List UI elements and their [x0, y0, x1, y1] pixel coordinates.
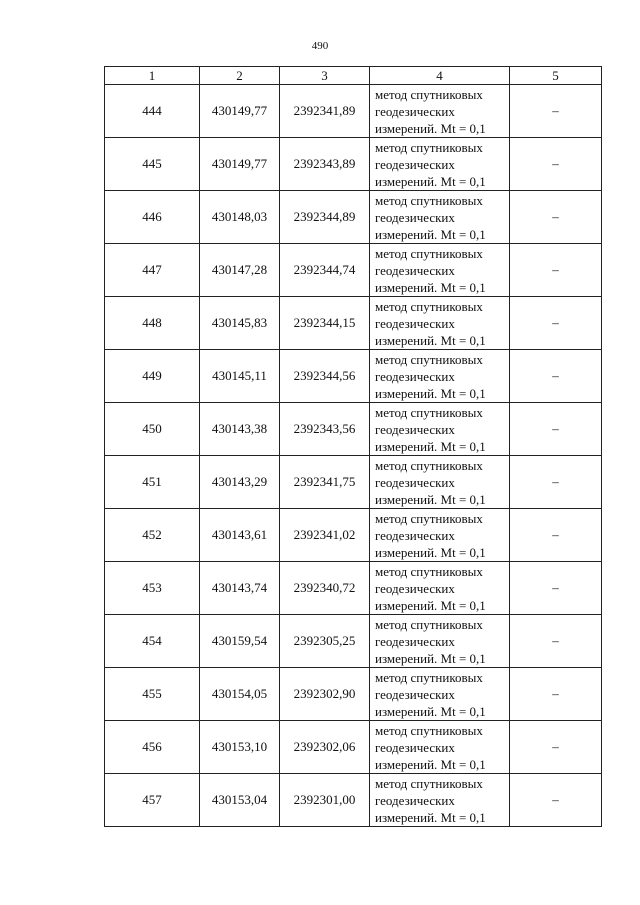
point-number-cell: 452 [105, 509, 200, 562]
y-coordinate-cell: 2392305,25 [280, 615, 370, 668]
x-coordinate-cell: 430143,74 [200, 562, 280, 615]
y-coordinate-cell: 2392341,02 [280, 509, 370, 562]
note-cell: – [510, 138, 602, 191]
method-cell [370, 85, 510, 138]
method-line: метод спутниковых [375, 192, 483, 208]
note-cell: – [510, 244, 602, 297]
point-number-cell: 449 [105, 350, 200, 403]
method-line: геодезических [375, 633, 455, 649]
method-line: геодезических [375, 580, 455, 596]
table-row [105, 668, 602, 721]
table-row [105, 138, 602, 191]
table-row [105, 509, 602, 562]
method-line: измерений. Mt = 0,1 [375, 438, 486, 454]
method-cell [370, 191, 510, 244]
method-line: метод спутниковых [375, 510, 483, 526]
method-line: метод спутниковых [375, 139, 483, 155]
table-row [105, 350, 602, 403]
note-cell: – [510, 191, 602, 244]
x-coordinate-cell: 430143,61 [200, 509, 280, 562]
note-cell: – [510, 668, 602, 721]
table-row [105, 191, 602, 244]
note-cell: – [510, 562, 602, 615]
x-coordinate-cell: 430149,77 [200, 85, 280, 138]
method-line: геодезических [375, 156, 455, 172]
note-cell: – [510, 509, 602, 562]
method-line: измерений. Mt = 0,1 [375, 332, 486, 348]
method-line: измерений. Mt = 0,1 [375, 279, 486, 295]
method-line: метод спутниковых [375, 669, 483, 685]
table-row [105, 721, 602, 774]
point-number-cell: 444 [105, 85, 200, 138]
method-line: метод спутниковых [375, 563, 483, 579]
note-cell: – [510, 456, 602, 509]
method-line: геодезических [375, 686, 455, 702]
x-coordinate-cell: 430143,38 [200, 403, 280, 456]
note-cell: – [510, 350, 602, 403]
point-number-cell: 445 [105, 138, 200, 191]
note-cell: – [510, 615, 602, 668]
method-line: метод спутниковых [375, 245, 483, 261]
x-coordinate-cell: 430143,29 [200, 456, 280, 509]
page-number: 490 [311, 40, 329, 52]
method-line: метод спутниковых [375, 351, 483, 367]
header-col-4: 4 [370, 67, 510, 85]
method-line: геодезических [375, 368, 455, 384]
method-line: измерений. Mt = 0,1 [375, 703, 486, 719]
method-line: геодезических [375, 209, 455, 225]
y-coordinate-cell: 2392343,89 [280, 138, 370, 191]
x-coordinate-cell: 430159,54 [200, 615, 280, 668]
x-coordinate-cell: 430153,04 [200, 774, 280, 827]
method-cell [370, 403, 510, 456]
point-number-cell: 453 [105, 562, 200, 615]
header-col-3: 3 [280, 67, 370, 85]
method-line: геодезических [375, 103, 455, 119]
note-cell: – [510, 721, 602, 774]
method-line: метод спутниковых [375, 722, 483, 738]
method-line: измерений. Mt = 0,1 [375, 491, 486, 507]
table-row [105, 615, 602, 668]
y-coordinate-cell: 2392344,56 [280, 350, 370, 403]
note-cell: – [510, 297, 602, 350]
method-line: метод спутниковых [375, 298, 483, 314]
method-line: метод спутниковых [375, 86, 483, 102]
method-line: измерений. Mt = 0,1 [375, 544, 486, 560]
note-cell: – [510, 774, 602, 827]
method-line: измерений. Mt = 0,1 [375, 809, 486, 825]
y-coordinate-cell: 2392344,89 [280, 191, 370, 244]
y-coordinate-cell: 2392302,06 [280, 721, 370, 774]
method-cell [370, 721, 510, 774]
table-row [105, 774, 602, 827]
method-line: измерений. Mt = 0,1 [375, 173, 486, 189]
method-line: измерений. Mt = 0,1 [375, 597, 486, 613]
method-cell [370, 350, 510, 403]
note-cell: – [510, 403, 602, 456]
point-number-cell: 450 [105, 403, 200, 456]
note-cell: – [510, 85, 602, 138]
method-line: метод спутниковых [375, 404, 483, 420]
table-row [105, 297, 602, 350]
method-line: геодезических [375, 474, 455, 490]
point-number-cell: 451 [105, 456, 200, 509]
y-coordinate-cell: 2392341,89 [280, 85, 370, 138]
method-line: измерений. Mt = 0,1 [375, 226, 486, 242]
x-coordinate-cell: 430149,77 [200, 138, 280, 191]
method-cell [370, 244, 510, 297]
x-coordinate-cell: 430145,11 [200, 350, 280, 403]
point-number-cell: 454 [105, 615, 200, 668]
method-cell [370, 615, 510, 668]
x-coordinate-cell: 430154,05 [200, 668, 280, 721]
coordinates-table [104, 66, 602, 827]
method-line: метод спутниковых [375, 616, 483, 632]
point-number-cell: 446 [105, 191, 200, 244]
x-coordinate-cell: 430153,10 [200, 721, 280, 774]
method-line: измерений. Mt = 0,1 [375, 650, 486, 666]
table-row [105, 85, 602, 138]
method-line: геодезических [375, 527, 455, 543]
method-cell [370, 456, 510, 509]
y-coordinate-cell: 2392302,90 [280, 668, 370, 721]
table-row [105, 244, 602, 297]
table-header [105, 67, 602, 85]
method-cell [370, 509, 510, 562]
header-col-5: 5 [510, 67, 602, 85]
x-coordinate-cell: 430148,03 [200, 191, 280, 244]
x-coordinate-cell: 430145,83 [200, 297, 280, 350]
method-line: геодезических [375, 792, 455, 808]
method-line: измерений. Mt = 0,1 [375, 385, 486, 401]
method-line: измерений. Mt = 0,1 [375, 756, 486, 772]
method-cell [370, 138, 510, 191]
method-line: геодезических [375, 739, 455, 755]
method-line: метод спутниковых [375, 457, 483, 473]
point-number-cell: 447 [105, 244, 200, 297]
method-cell [370, 668, 510, 721]
point-number-cell: 448 [105, 297, 200, 350]
method-line: геодезических [375, 421, 455, 437]
header-col-1: 1 [105, 67, 200, 85]
method-line: метод спутниковых [375, 775, 483, 791]
y-coordinate-cell: 2392301,00 [280, 774, 370, 827]
method-line: геодезических [375, 262, 455, 278]
table-row [105, 456, 602, 509]
method-cell [370, 774, 510, 827]
y-coordinate-cell: 2392343,56 [280, 403, 370, 456]
header-col-2: 2 [200, 67, 280, 85]
method-line: измерений. Mt = 0,1 [375, 120, 486, 136]
x-coordinate-cell: 430147,28 [200, 244, 280, 297]
table-body [105, 85, 602, 827]
point-number-cell: 457 [105, 774, 200, 827]
y-coordinate-cell: 2392344,15 [280, 297, 370, 350]
method-cell [370, 297, 510, 350]
table-row [105, 562, 602, 615]
table-row [105, 403, 602, 456]
y-coordinate-cell: 2392340,72 [280, 562, 370, 615]
y-coordinate-cell: 2392341,75 [280, 456, 370, 509]
point-number-cell: 456 [105, 721, 200, 774]
y-coordinate-cell: 2392344,74 [280, 244, 370, 297]
method-line: геодезических [375, 315, 455, 331]
point-number-cell: 455 [105, 668, 200, 721]
method-cell [370, 562, 510, 615]
header-row [105, 67, 602, 85]
